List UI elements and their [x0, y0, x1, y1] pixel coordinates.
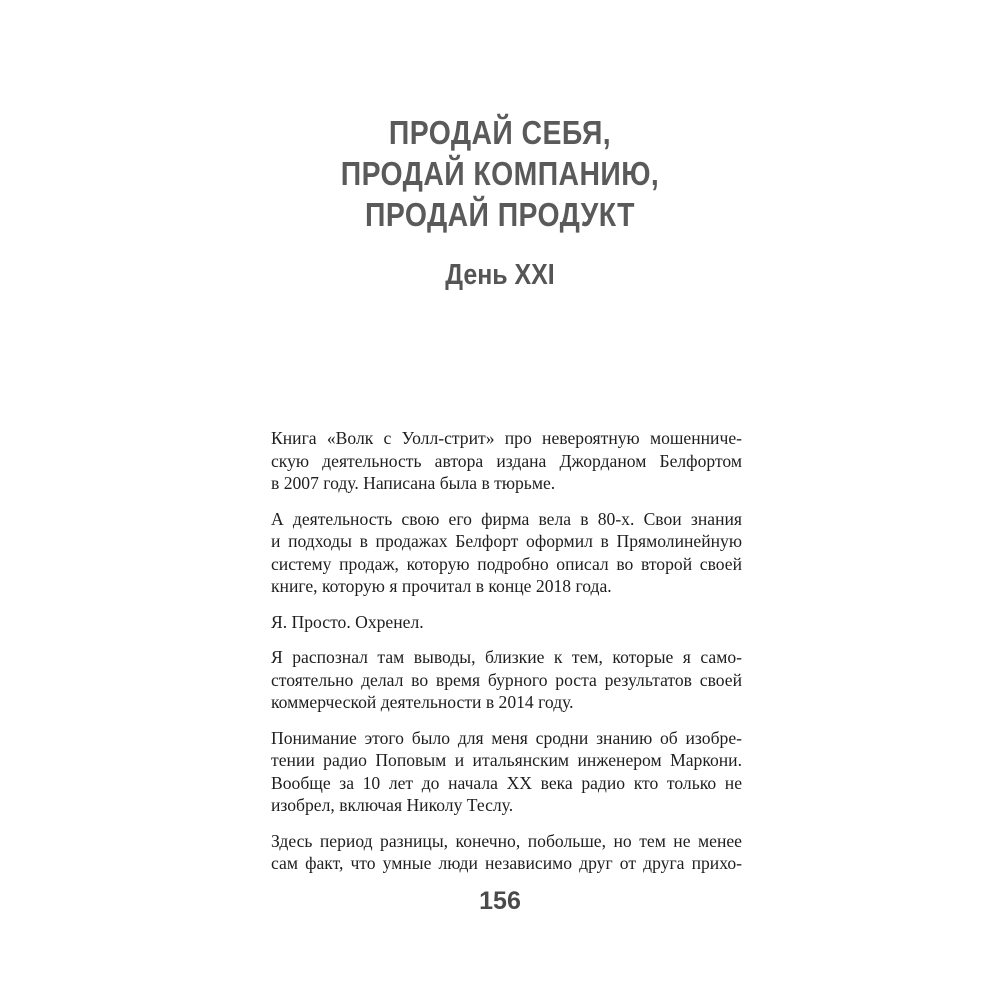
text-line: систему продаж, которую подробно описал во второй своей: [271, 553, 742, 574]
paragraph: [271, 830, 742, 875]
text-line: стоятельно делал во время бурного роста результатов своей: [271, 669, 742, 690]
chapter-subtitle: День XXI: [445, 259, 555, 291]
chapter-title-line: ПРОДАЙ КОМПАНИЮ,: [340, 155, 660, 192]
paragraph: [271, 427, 742, 495]
text-line: тении радио Поповым и итальянским инженером Маркони.: [271, 750, 742, 770]
text-line: Здесь период разницы, конечно, побольше, но тем не менее: [271, 830, 742, 851]
chapter-title: [0, 112, 1000, 235]
chapter-title-line: ПРОДАЙ СЕБЯ,: [388, 114, 612, 151]
body-text: [271, 427, 742, 888]
paragraph: [271, 646, 742, 714]
text-line: А деятельность свою его фирма вела в 80-х. Свои знания: [271, 508, 742, 529]
page-number: 156: [479, 887, 521, 915]
text-line: скую деятельность автора издана Джорданом Белфортом: [271, 450, 742, 471]
text-line: Я распознал там выводы, близкие к тем, которые я само-: [271, 647, 742, 667]
text-line: в 2007 году. Написана была в тюрьме.: [271, 473, 556, 493]
text-line: и подходы в продажах Белфорт оформил в Прямолинейную: [271, 531, 742, 551]
text-line: коммерческой деятельности в 2014 году.: [271, 692, 574, 712]
text-line: Понимание этого было для меня сродни знанию об изобре-: [271, 727, 742, 748]
text-line: книге, которую я прочитал в конце 2018 года.: [271, 576, 612, 596]
text-line: Вообще за 10 лет до начала XX века радио кто только не: [271, 772, 742, 793]
paragraph: [271, 611, 742, 634]
text-line: Я. Просто. Охренел.: [271, 611, 424, 632]
chapter-title-line: ПРОДАЙ ПРОДУКТ: [365, 196, 635, 233]
text-line: сам факт, что умные люди независимо друг от друга прихо-: [271, 853, 742, 873]
paragraph: [271, 727, 742, 817]
paragraph: [271, 508, 742, 598]
text-line: изобрел, включая Николу Теслу.: [271, 795, 514, 815]
text-line: Книга «Волк с Уолл-стрит» про невероятную мошенниче-: [271, 428, 742, 448]
